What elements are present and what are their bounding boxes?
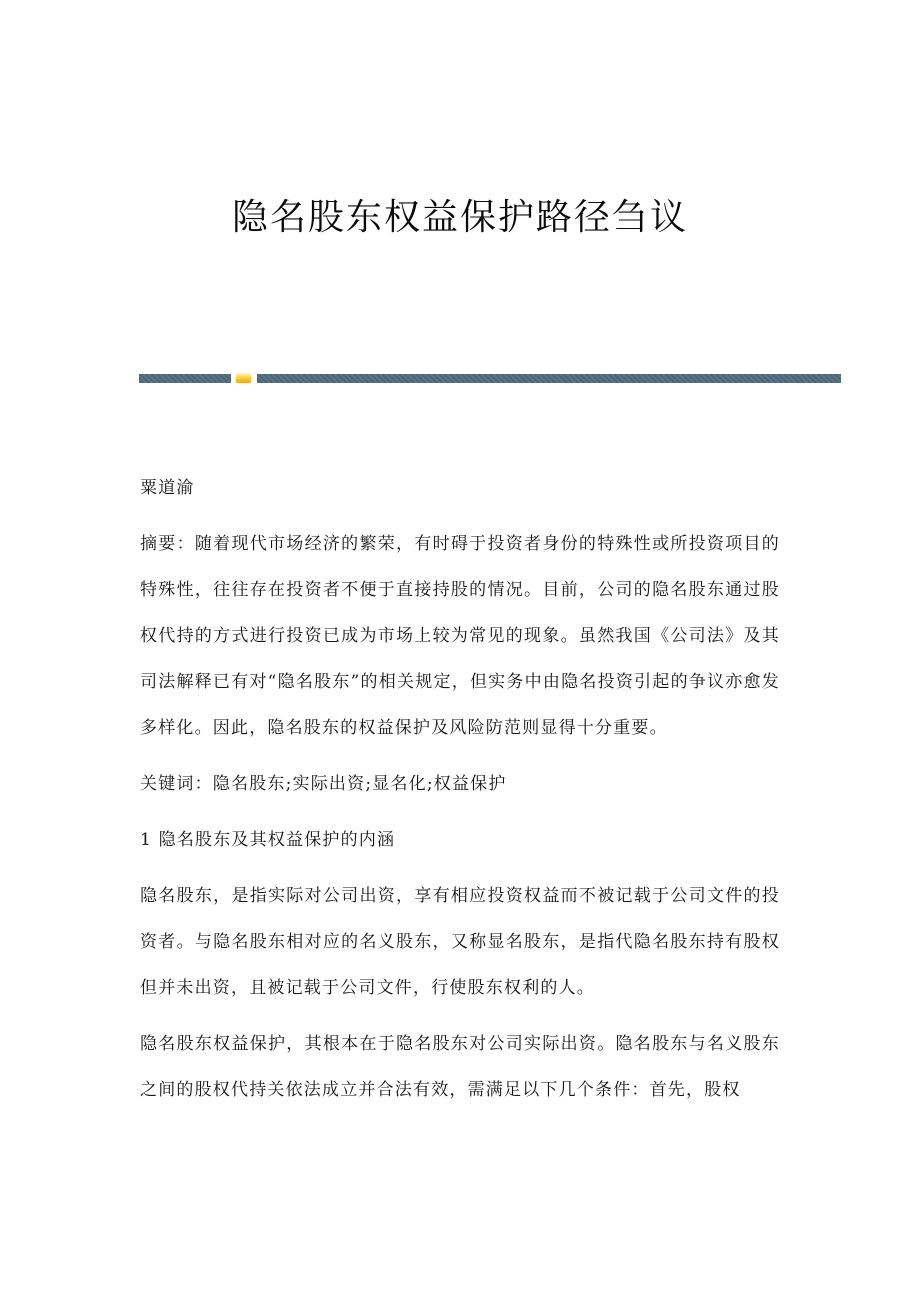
body-paragraph: 隐名股东，是指实际对公司出资，享有相应投资权益而不被记载于公司文件的投资者。与隐名股东相对应的名义股东，又称显名股东，是指代隐名股东持有股权但并未出资，且被记载于公司文件，行使股东权利的人。 — [140, 886, 780, 998]
divider-bar-left — [139, 374, 231, 383]
section-heading: 1 隐名股东及其权益保护的内涵 — [140, 830, 396, 850]
divider-bar-right — [257, 374, 841, 383]
title-divider — [139, 374, 841, 383]
document-body — [140, 465, 780, 1113]
keywords-line: 关键词：隐名股东;实际出资;显名化;权益保护 — [140, 774, 507, 794]
divider-ornament-icon — [236, 374, 251, 383]
author-name: 粟道渝 — [140, 478, 195, 498]
abstract-paragraph: 摘要：随着现代市场经济的繁荣，有时碍于投资者身份的特殊性或所投资项目的特殊性，往往存在投资者不便于直接持股的情况。目前，公司的隐名股东通过股权代持的方式进行投资已成为市场上较为常见的现象。虽然我国《公司法》及其司法解释已有对“隐名股东”的相关规定，但实务中由隐名投资引起的争议亦愈发多样化。因此，隐名股东的权益保护及风险防范则显得十分重要。 — [140, 534, 780, 738]
page-title: 隐名股东权益保护路径刍议 — [231, 197, 688, 238]
body-paragraph: 隐名股东权益保护，其根本在于隐名股东对公司实际出资。隐名股东与名义股东之间的股权代持关依法成立并合法有效，需满足以下几个条件：首先，股权 — [140, 1034, 780, 1100]
